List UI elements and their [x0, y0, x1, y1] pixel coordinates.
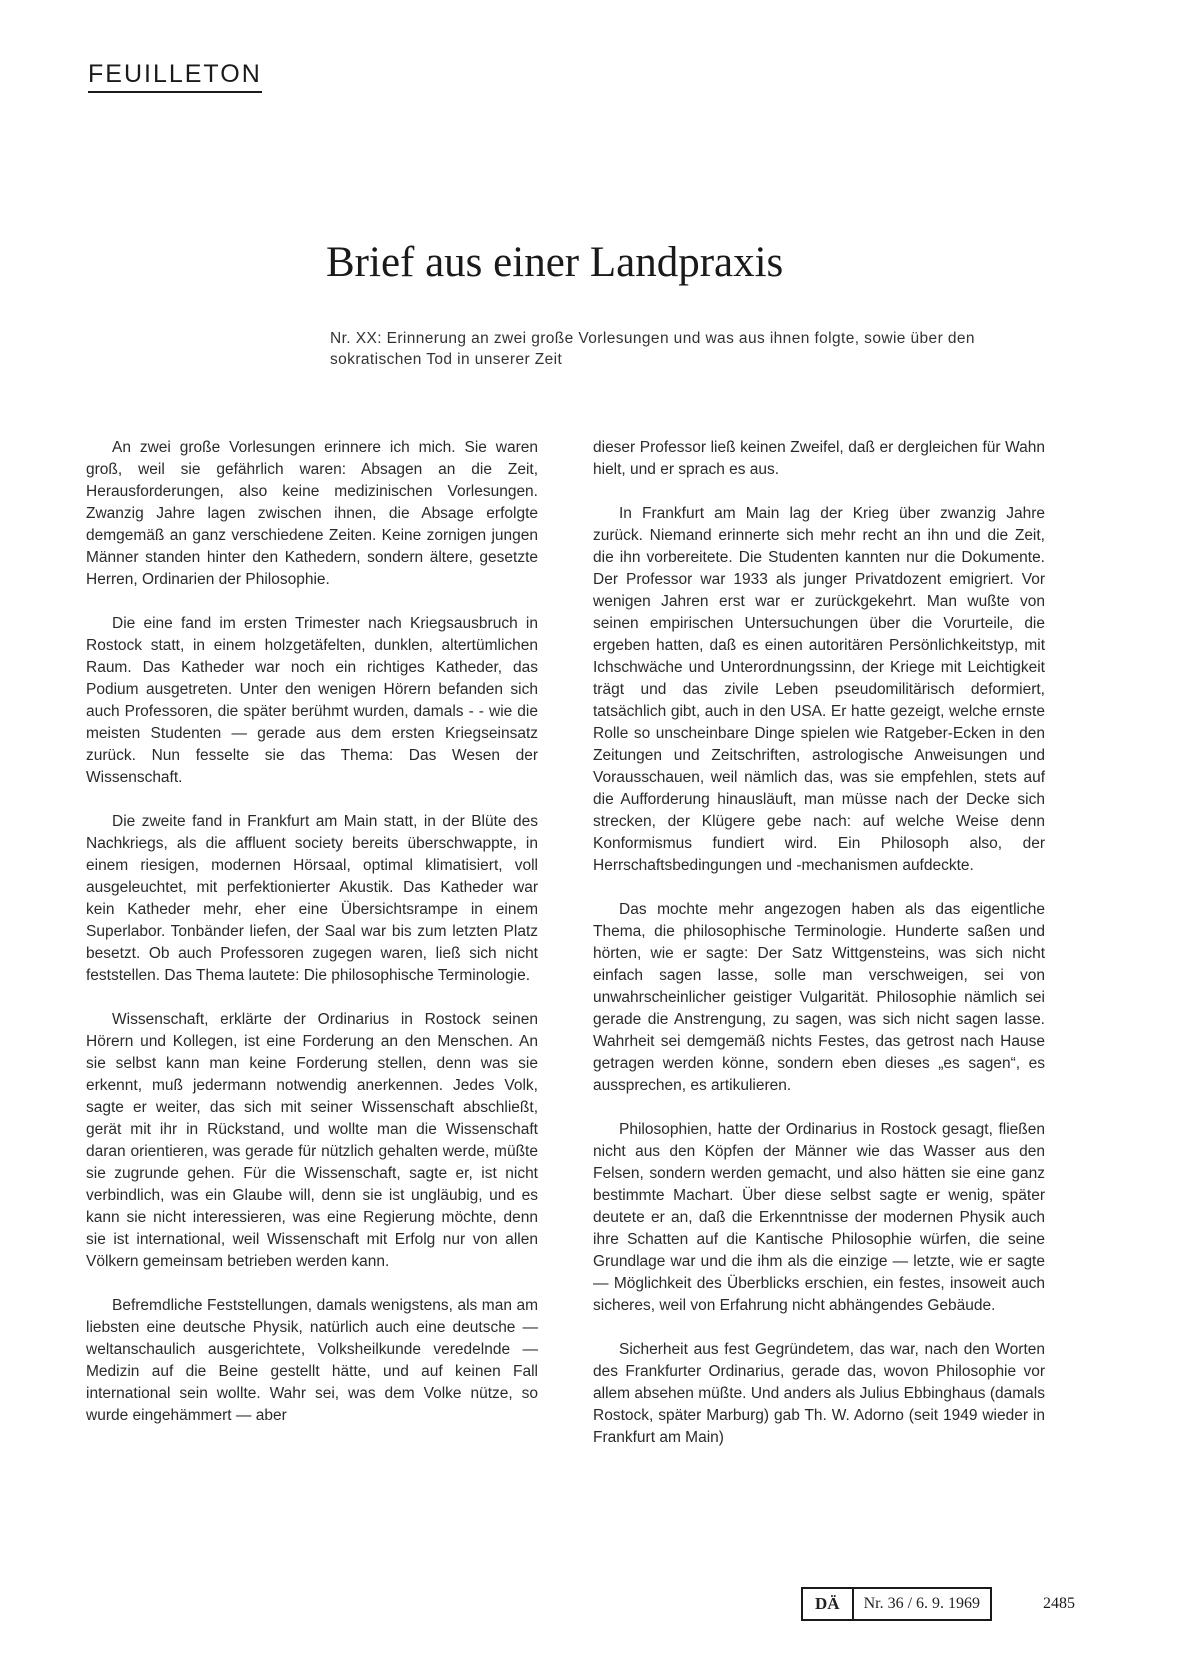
paragraph: Die zweite fand in Frankfurt am Main statt, in der Blüte des Nachkriegs, als die affluent society bereits überschwappte, in einem riesigen, modernen Hörsaal, optimal klimatisiert, voll ausgeleuchtet, mit perfektionierter Akustik. Das Katheder war kein Katheder mehr, eher eine Übersichtsrampe in einem Superlabor. Tonbänder liefen, der Saal war bis zum letzten Platz besetzt. Ob auch Professoren zugegen waren, ließ sich nicht feststellen. Das Thema lautete: Die philosophische Terminologie. [86, 813, 538, 984]
issue-box [801, 1587, 992, 1621]
article-title: Brief aus einer Landpraxis [326, 239, 784, 286]
right-column [593, 437, 1045, 1471]
paragraph: An zwei große Vorlesungen erinnere ich mich. Sie waren groß, weil sie gefährlich waren: Absagen an die Zeit, Herausforderungen, also keine medizinischen Vorlesungen. Zwanzig Jahre lagen zwischen ihnen, die Absage erfolgte demgemäß an ganz verschiedene Zeiten. Keine zornigen jungen Männer standen hinter den Kathedern, sondern ältere, gesetzte Herren, Ordinarien der Philosophie. [86, 439, 538, 588]
article-subtitle: Nr. XX: Erinnerung an zwei große Vorlesungen und was aus ihnen folgte, sowie über den sokratischen Tod in unserer Zeit [330, 330, 975, 368]
paragraph: Wissenschaft, erklärte der Ordinarius in Rostock seinen Hörern und Kollegen, ist eine Forderung an den Menschen. An sie selbst kann man keine Forderung stellen, denn was sie erkennt, muß jedermann notwendig anerkennen. Jedes Volk, sagte er weiter, das sich mit seiner Wissenschaft abschließt, gerät mit ihr in Rückstand, und wollte man die Wissenschaft daran orientieren, was gerade für nützlich gehalten werde, müßte sie zugrunde gehen. Für die Wissenschaft, sagte er, ist nicht verbindlich, was ein Glaube will, denn sie ist ungläubig, und es kann sie nicht interessieren, was eine Regierung möchte, denn sie ist international, weil Wissenschaft mit Erfolg nur von allen Völkern gemeinsam betrieben werden kann. [86, 1011, 538, 1270]
paragraph: Befremdliche Feststellungen, damals wenigstens, als man am liebsten eine deutsche Physik, natürlich auch eine deutsche — weltanschaulich ausgerichtete, Volksheilkunde veredelnde — Medizin auf die Beine gestellt hätte, und auf keinen Fall international sein wollte. Wahr sei, was dem Volke nütze, so wurde eingehämmert — aber [86, 1297, 538, 1424]
paragraph: Philosophien, hatte der Ordinarius in Rostock gesagt, fließen nicht aus den Köpfen der Männer wie das Wasser aus den Felsen, sondern werden gemacht, und also hätten sie eine ganz bestimmte Machart. Über diese selbst sagte er wenig, später deutete er an, daß die Erkenntnisse der modernen Physik auch ihre Schatten auf die Kantische Philosophie würfen, die seine Grundlage war und die ihm als die einzige — letzte, wie er sagte — Möglichkeit des Überblicks erschien, ein festes, insoweit auch sicheres, weil von Erfahrung nicht abhängendes Gebäude. [593, 1121, 1045, 1314]
paragraph: Das mochte mehr angezogen haben als das eigentliche Thema, die philosophische Terminologie. Hunderte saßen und hörten, wie er sagte: Der Satz Wittgensteins, was sich nicht einfach sagen lasse, solle man verschweigen, sei von unwahrscheinlicher geistiger Vulgarität. Philosophie nämlich sei gerade die Anstrengung, zu sagen, was sich nicht sagen lasse. Wahrheit sei demgemäß nichts Festes, das getrost nach Hause getragen werden könne, sondern eben dieses „es sagen“, es aussprechen, es artikulieren. [593, 901, 1045, 1094]
left-column [86, 437, 538, 1449]
paragraph: dieser Professor ließ keinen Zweifel, daß er dergleichen für Wahn hielt, und er sprach es aus. [593, 439, 1045, 478]
paragraph: Die eine fand im ersten Trimester nach Kriegsausbruch in Rostock statt, in einem holzgetäfelten, dunklen, altertümlichen Raum. Das Katheder war noch ein richtiges Katheder, das Podium ausgetreten. Unter den wenigen Hörern befanden sich auch Professoren, die später berühmt wurden, damals - - wie die meisten Studenten — gerade aus dem ersten Kriegseinsatz zurück. Nun fesselte sie das Thema: Das Wesen der Wissenschaft. [86, 615, 538, 786]
paragraph: In Frankfurt am Main lag der Krieg über zwanzig Jahre zurück. Niemand erinnerte sich mehr recht an ihn und die Zeit, die ihn vorbereitete. Die Studenten kannten nur die Dokumente. Der Professor war 1933 als junger Privatdozent emigriert. Vor wenigen Jahren erst war er zurückgekehrt. Man wußte von seinen empirischen Untersuchungen über die Vorurteile, die ergeben hatten, daß es einen autoritären Persönlichkeitstyp, mit Ichschwäche und Unterordnungssinn, der Kriege mit Leichtigkeit trägt und das zivile Leben pseudomilitärisch deformiert, tatsächlich gibt, auch in den USA. Er hatte gezeigt, welche ernste Rolle so unscheinbare Dinge spielen wie Ratgeber-Ecken in den Zeitungen und Zeitschriften, astrologische Anweisungen und Vorausschauen, weil nämlich das, was sie empfehlen, stets auf die Aufforderung hinausläuft, man müsse nach der Decke sich strecken, der Klügere gebe nach: auf welche Weise denn Konformismus fundiert wird. Ein Philosoph also, der Herrschaftsbedingungen und -mechanismen aufdeckte. [593, 505, 1045, 874]
issue-info: Nr. 36 / 6. 9. 1969 [863, 1595, 981, 1612]
page-number: 2485 [1043, 1595, 1075, 1612]
paragraph: Sicherheit aus fest Gegründetem, das war, nach den Worten des Frankfurter Ordinarius, gerade das, wovon Philosophie vor allem absehen müßte. Und anders als Julius Ebbinghaus (damals Rostock, später Marburg) gab Th. W. Adorno (seit 1949 wieder in Frankfurt am Main) [593, 1341, 1045, 1446]
section-label: FEUILLETON [88, 60, 262, 93]
journal-logo: DÄ [803, 1589, 854, 1619]
